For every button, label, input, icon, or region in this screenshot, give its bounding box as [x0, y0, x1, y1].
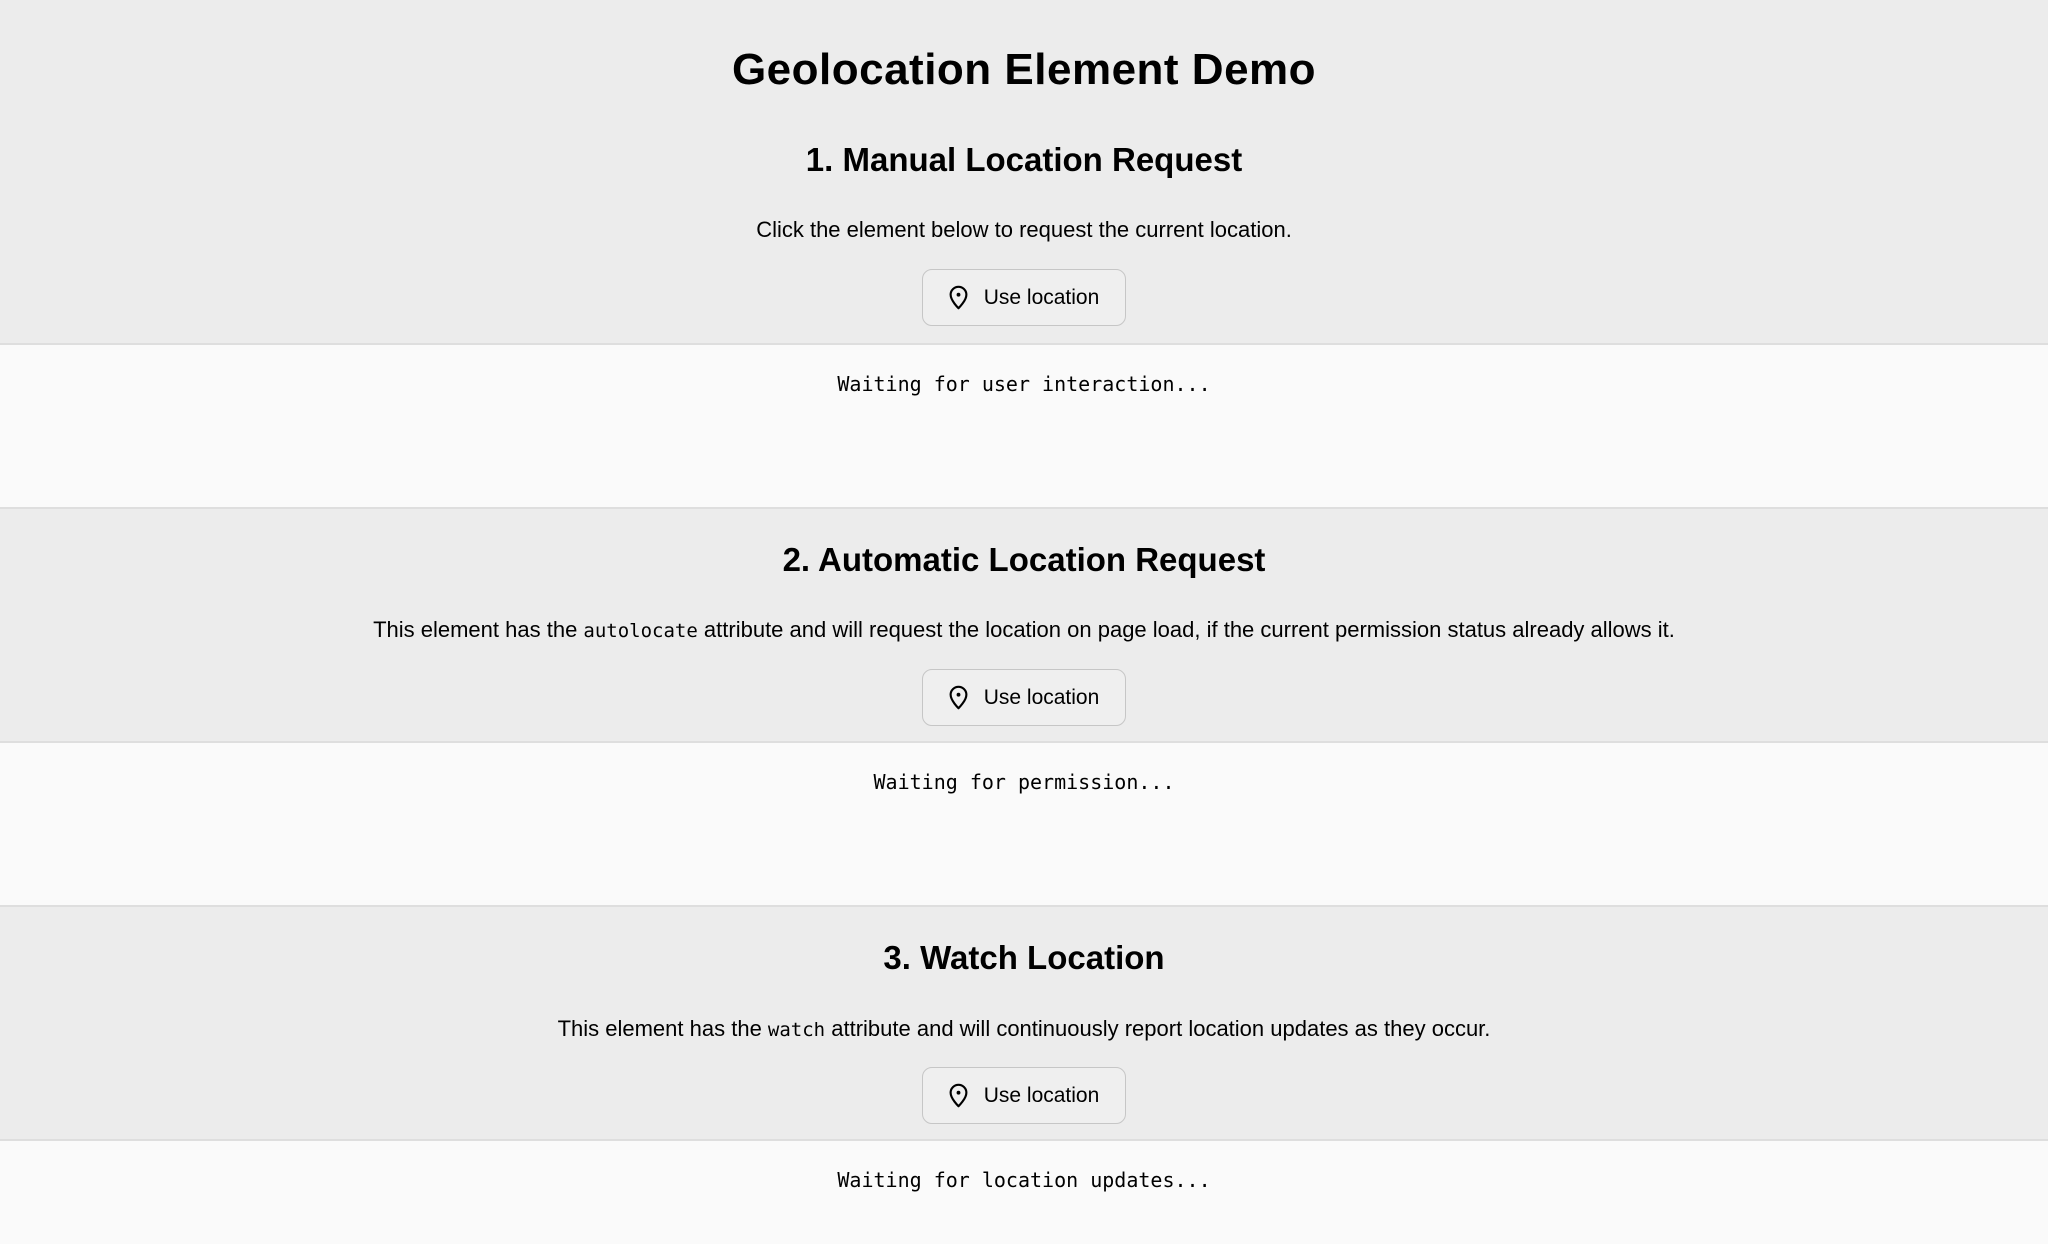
description-text: attribute and will request the location on page load, if the current permission status already allows it.	[697, 617, 1675, 643]
description-text: This element has the	[557, 1015, 768, 1041]
description-text: attribute and will continuously report location updates as they occur.	[825, 1015, 1491, 1041]
status-output-automatic	[0, 743, 2048, 905]
status-output-manual	[0, 345, 2048, 507]
description-text: Click the element below to request the current location.	[756, 217, 1292, 243]
description-text: This element has the	[373, 617, 584, 643]
status-output-watch	[0, 1141, 2048, 1244]
section-description-manual	[40, 217, 2008, 243]
section-automatic-location	[0, 507, 2048, 743]
section-heading-manual: 1. Manual Location Request	[805, 141, 1243, 179]
section-watch-location	[0, 905, 2048, 1141]
section-description-automatic	[40, 617, 2008, 643]
section-description-watch	[40, 1016, 2008, 1042]
status-text-watch: Waiting for location updates...	[837, 1168, 1211, 1193]
use-location-button-manual[interactable]	[922, 269, 1127, 326]
watch-attribute-code: watch	[767, 1018, 826, 1041]
section-heading-automatic: 2. Automatic Location Request	[782, 541, 1266, 579]
section-heading-watch: 3. Watch Location	[883, 939, 1165, 977]
autolocate-attribute-code: autolocate	[583, 620, 698, 643]
use-location-label: Use location	[983, 1083, 1100, 1107]
location-pin-icon	[945, 1082, 972, 1109]
page-title: Geolocation Element Demo	[731, 45, 1317, 94]
use-location-label: Use location	[983, 685, 1100, 709]
use-location-label: Use location	[983, 285, 1100, 309]
section-manual-location	[0, 0, 2048, 345]
location-pin-icon	[945, 284, 972, 311]
use-location-button-automatic[interactable]	[922, 669, 1127, 726]
use-location-button-watch[interactable]	[922, 1067, 1127, 1124]
status-text-automatic: Waiting for permission...	[873, 770, 1175, 795]
location-pin-icon	[945, 684, 972, 711]
status-text-manual: Waiting for user interaction...	[837, 372, 1211, 397]
